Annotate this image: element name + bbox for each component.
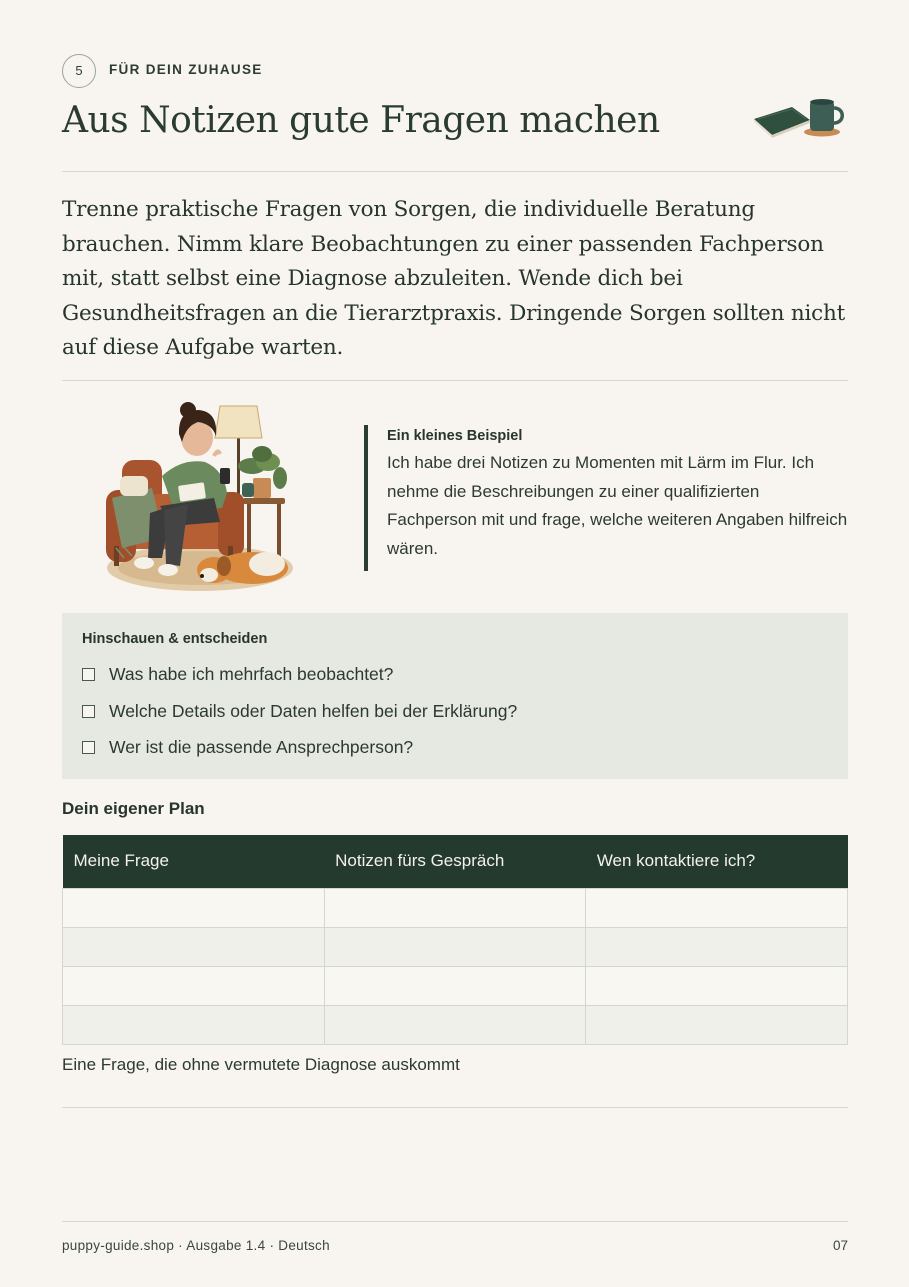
divider	[62, 171, 848, 172]
intro-paragraph: Trenne praktische Fragen von Sorgen, die individuelle Beratung brauchen. Nimm klare Beobachtungen zu einer passenden Fachperson mit, statt selbst eine Diagnose abzuleiten. Wende dich bei Gesundheitsfragen an die Tierarztpraxis. Dringende Sorgen sollten nicht auf diese Aufgabe warten.	[62, 197, 846, 360]
book-mug-icon	[752, 96, 848, 140]
table-cell[interactable]	[63, 966, 325, 1005]
table-cell[interactable]	[586, 966, 848, 1005]
divider	[62, 1107, 848, 1108]
example-text: Ich habe drei Notizen zu Momenten mit Lärm im Flur. Ich nehme die Beschreibungen zu einer qualifizierten Fachperson mit und frage, welche weiteren Angaben hilfreich wären.	[387, 453, 848, 559]
woman-reading-with-dog-illustration	[102, 398, 302, 598]
table-cell[interactable]	[63, 888, 325, 927]
table-cell[interactable]	[324, 927, 586, 966]
table-row	[63, 966, 848, 1005]
checkbox[interactable]	[82, 705, 95, 718]
table-header-row	[63, 835, 848, 888]
section-label: FÜR DEIN ZUHAUSE	[109, 62, 263, 77]
checklist-item-label: Welche Details oder Daten helfen bei der Erklärung?	[109, 700, 518, 721]
footer-divider	[62, 1221, 848, 1222]
table-cell[interactable]	[63, 1005, 325, 1044]
plan-note: Eine Frage, die ohne vermutete Diagnose auskommt	[62, 1055, 460, 1074]
divider	[62, 380, 848, 381]
page-number: 07	[832, 1238, 848, 1253]
column-header: Wen kontaktiere ich?	[586, 835, 848, 888]
table-row	[63, 1005, 848, 1044]
example-label: Ein kleines Beispiel	[387, 428, 523, 444]
table-cell[interactable]	[63, 927, 325, 966]
checkbox[interactable]	[82, 668, 95, 681]
section-header	[62, 52, 848, 92]
checklist-item[interactable]	[82, 660, 393, 688]
page-title: Aus Notizen gute Fragen machen	[62, 100, 660, 141]
table-row	[63, 888, 848, 927]
checklist-item-label: Was habe ich mehrfach beobachtet?	[109, 663, 394, 684]
table-cell[interactable]	[324, 966, 586, 1005]
checklist-item[interactable]	[82, 733, 413, 761]
example-callout	[364, 425, 848, 571]
checklist-item[interactable]	[82, 697, 517, 725]
table-cell[interactable]	[586, 888, 848, 927]
footer-text: puppy-guide.shop · Ausgabe 1.4 · Deutsch	[62, 1238, 330, 1253]
plan-heading: Dein eigener Plan	[62, 799, 205, 818]
plan-table	[62, 835, 848, 1045]
checklist-title: Hinschauen & entscheiden	[82, 631, 268, 647]
page	[62, 0, 848, 1287]
table-cell[interactable]	[586, 1005, 848, 1044]
table-cell[interactable]	[586, 927, 848, 966]
section-number-badge: 5	[62, 54, 96, 88]
column-header: Meine Frage	[63, 835, 325, 888]
table-cell[interactable]	[324, 888, 586, 927]
table-row	[63, 927, 848, 966]
column-header: Notizen fürs Gespräch	[324, 835, 586, 888]
checklist-panel	[62, 613, 848, 779]
checkbox[interactable]	[82, 741, 95, 754]
table-cell[interactable]	[324, 1005, 586, 1044]
checklist-item-label: Wer ist die passende Ansprechperson?	[109, 736, 414, 757]
